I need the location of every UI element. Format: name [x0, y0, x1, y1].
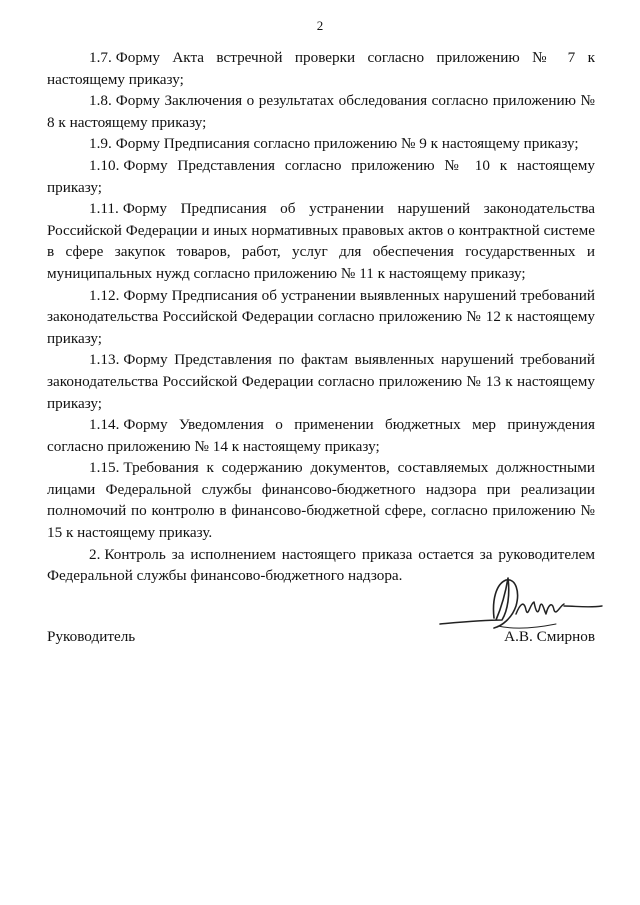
signer-name: А.В. Смирнов — [504, 628, 595, 645]
paragraph-number: 2. — [89, 545, 101, 563]
paragraph-1-8 — [47, 90, 595, 133]
paragraph-number: 1.9. — [89, 135, 112, 153]
paragraph-number: 1.7. — [89, 49, 112, 66]
paragraph-1-12 — [47, 285, 595, 350]
paragraph-text: Форму Предписания согласно приложению № 9 к настоящему приказу; — [115, 135, 579, 153]
paragraph-1-14 — [47, 414, 595, 457]
paragraph-text: Требования к содержанию документов, составляемых должностными лицами Федеральной службы финансово-бюджетного надзора при реализации полномочий по контролю в финансово-бюджетной сфере, согласно приложению № 15 к настоящему приказу. — [47, 459, 595, 542]
paragraph-text: Форму Уведомления о применении бюджетных мер принуждения согласно приложению № 14 к настоящему приказу; — [47, 416, 595, 455]
paragraph-text: Форму Акта встречной проверки согласно приложению № 7 к настоящему приказу; — [47, 49, 595, 88]
paragraph-1-11 — [47, 198, 595, 284]
paragraph-number: 1.14. — [89, 416, 120, 434]
paragraph-number: 1.12. — [89, 286, 120, 304]
paragraph-1-15 — [47, 457, 595, 543]
paragraph-number: 1.11. — [89, 200, 119, 218]
signer-title: Руководитель — [47, 628, 136, 645]
paragraph-text: Форму Предписания об устранении нарушений законодательства Российской Федерации и иных нормативных правовых актов о контрактной системе в сфере закупок товаров, работ, услуг для обеспечения государственных и муниципальных нужд согласно приложению № 11 к настоящему приказу; — [47, 200, 595, 282]
paragraph-number: 1.15. — [89, 459, 120, 477]
paragraph-1-13 — [47, 349, 595, 414]
paragraph-text: Форму Представления по фактам выявленных нарушений требований законодательства Российской Федерации согласно приложению № 13 к настоящему приказу; — [47, 351, 595, 412]
page-number: 2 — [316, 18, 324, 33]
paragraph-text: Форму Заключения о результатах обследования согласно приложению № 8 к настоящему приказу; — [47, 92, 595, 131]
signature-block — [47, 622, 595, 662]
paragraph-text: Контроль за исполнением настоящего приказа остается за руководителем Федеральной службы финансово-бюджетного надзора. — [47, 545, 595, 585]
document-body — [47, 47, 595, 587]
paragraph-number: 1.8. — [89, 92, 112, 110]
paragraph-1-9 — [47, 133, 595, 155]
paragraph-number: 1.13. — [89, 351, 120, 369]
paragraph-1-7 — [47, 47, 595, 90]
paragraph-text: Форму Представления согласно приложению № 10 к настоящему приказу; — [47, 156, 595, 196]
paragraph-text: Форму Предписания об устранении выявленных нарушений требований законодательства Российской Федерации согласно приложению № 12 к настоящему приказу; — [47, 286, 595, 347]
paragraph-number: 1.10. — [89, 156, 120, 174]
paragraph-1-10 — [47, 155, 595, 198]
